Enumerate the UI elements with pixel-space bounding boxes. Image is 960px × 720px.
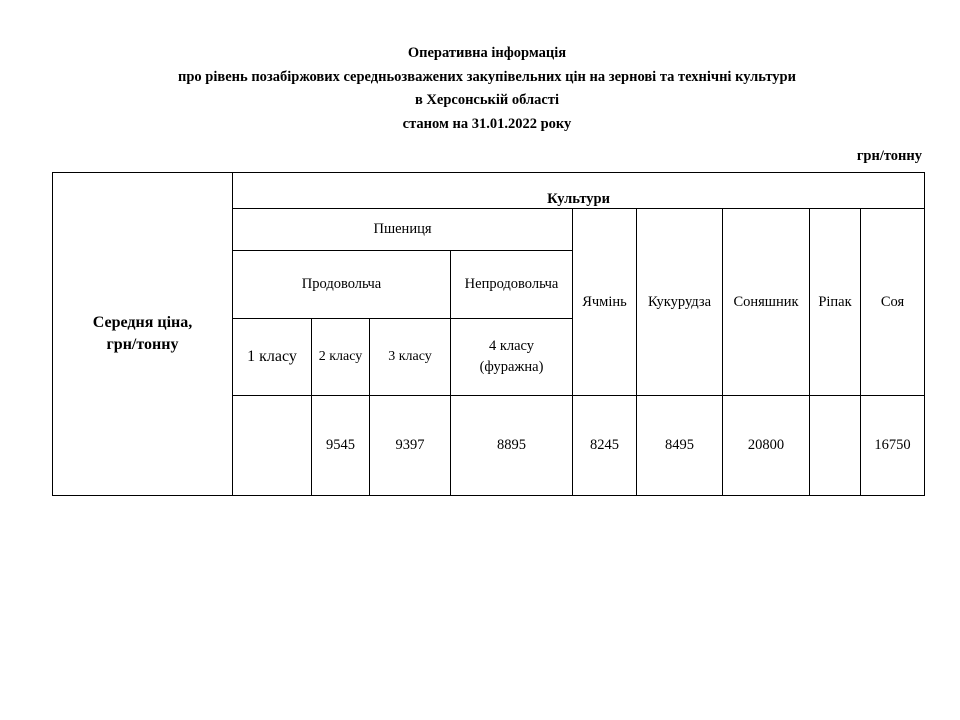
class1-header: 1 класу	[233, 319, 312, 396]
corn-header: Кукурудза	[637, 209, 723, 396]
cultures-header: Культури	[233, 173, 925, 209]
sunflower-header: Соняшник	[723, 209, 810, 396]
class3-header: 3 класу	[370, 319, 451, 396]
food-wheat-header: Продовольча	[233, 251, 451, 319]
wheat-header: Пшениця	[233, 209, 573, 251]
header-title: Оперативна інформація	[407, 45, 567, 61]
value-soy: 16750	[861, 396, 925, 496]
value-class4: 8895	[451, 396, 573, 496]
class4-header	[451, 319, 573, 396]
value-class1	[233, 396, 312, 496]
class4-label: 4 класу	[488, 338, 535, 354]
value-rapeseed	[810, 396, 861, 496]
value-class2: 9545	[312, 396, 370, 496]
class2-header: 2 класу	[312, 319, 370, 396]
class4-note: (фуражна)	[479, 359, 544, 375]
unit-note: грн/тонну	[856, 148, 922, 164]
rapeseed-header: Ріпак	[810, 209, 861, 396]
value-class3: 9397	[370, 396, 451, 496]
value-sunflower: 20800	[723, 396, 810, 496]
soy-header: Соя	[861, 209, 925, 396]
price-table	[52, 172, 925, 496]
value-corn: 8495	[637, 396, 723, 496]
barley-header: Ячмінь	[573, 209, 637, 396]
nonfood-wheat-header: Непродовольча	[451, 251, 573, 319]
header-subtitle: про рівень позабіржових середньозважених закупівельних цін на зернові та технічні культури	[178, 68, 796, 85]
row-label-line2: грн/тонну	[106, 336, 179, 353]
value-barley: 8245	[573, 396, 637, 496]
document-header	[0, 42, 960, 136]
header-region: в Херсонській області	[414, 92, 560, 108]
row-label-line1: Середня ціна,	[92, 314, 193, 331]
header-date: станом на 31.01.2022 року	[402, 115, 572, 132]
row-label-cell	[53, 173, 233, 496]
